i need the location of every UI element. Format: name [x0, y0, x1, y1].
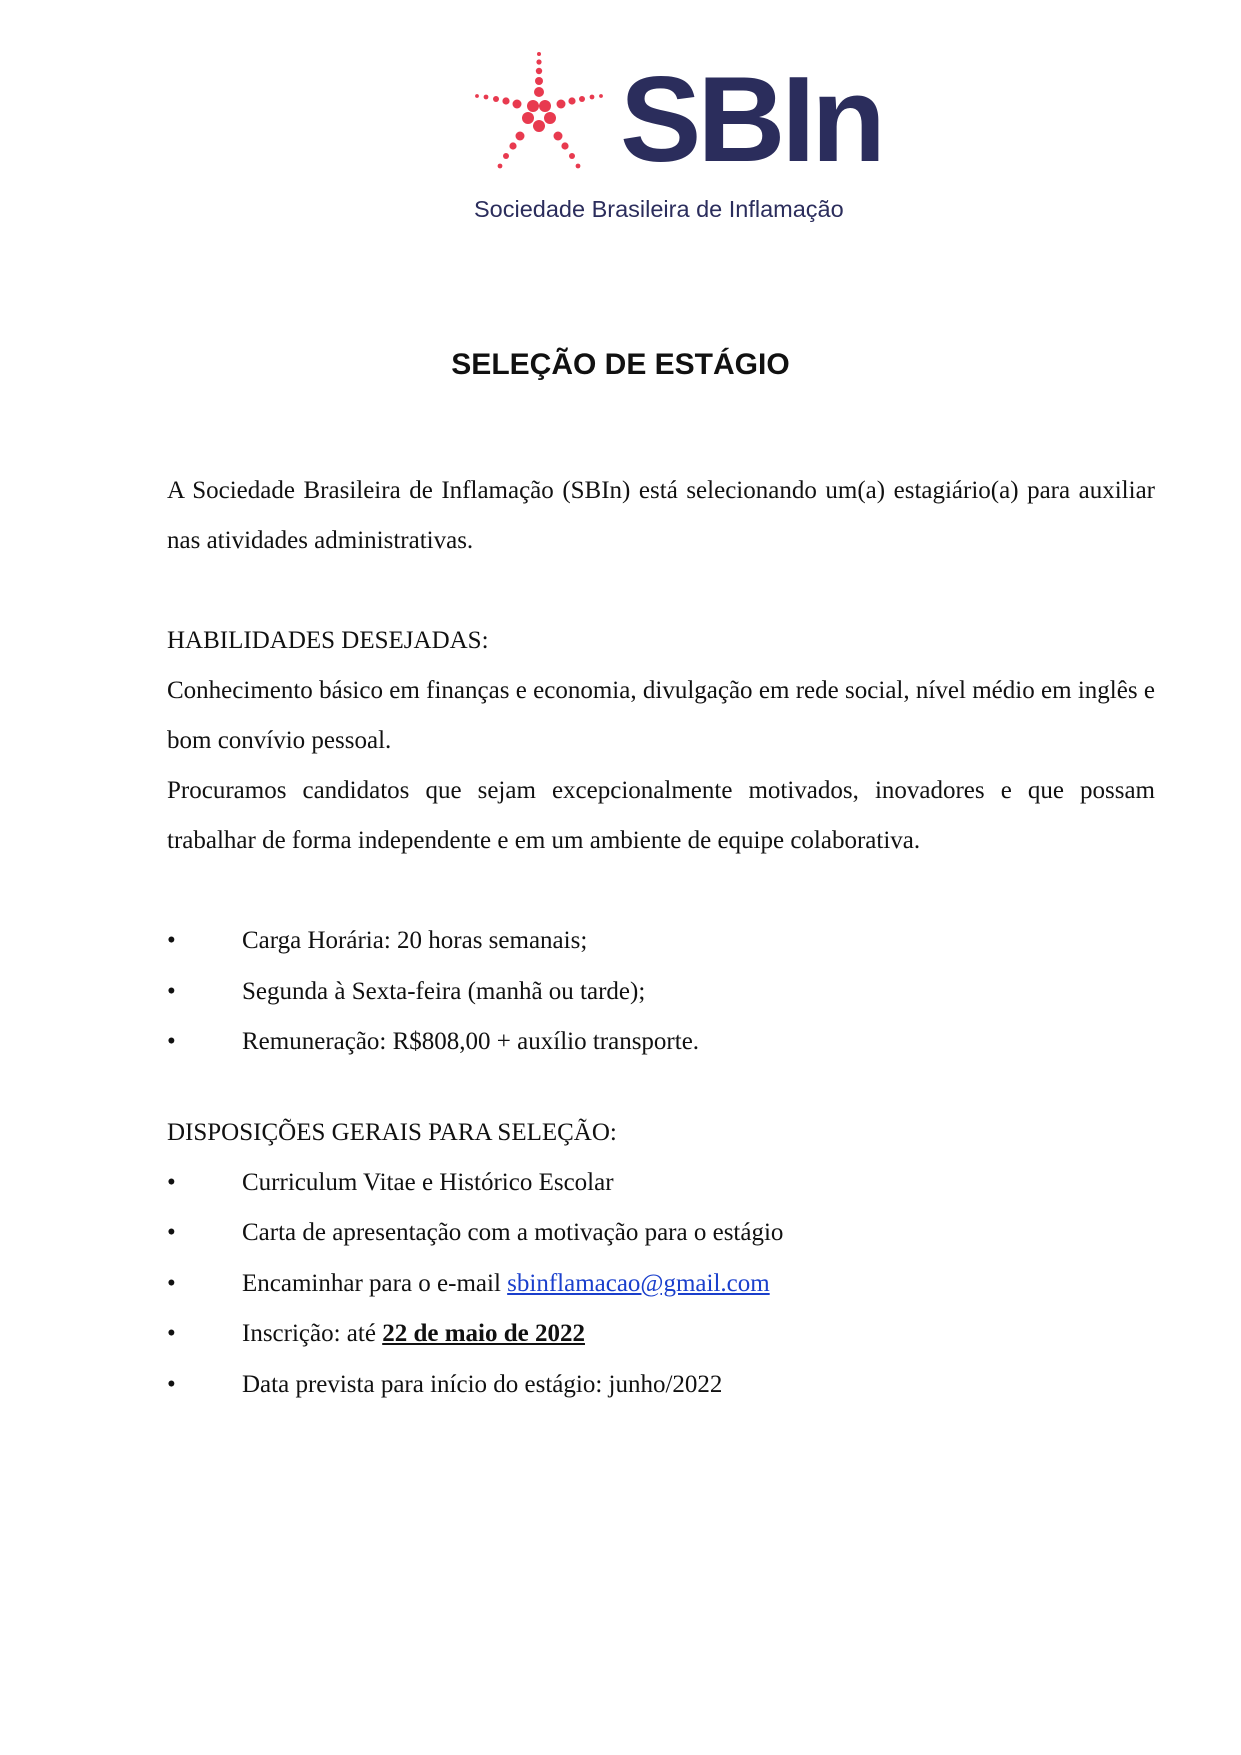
list-item-text: Data prevista para início do estágio: junho/2022: [242, 1370, 723, 1398]
list-item-text: Inscrição: até: [242, 1320, 383, 1347]
list-item-text: Encaminhar para o e-mail: [242, 1269, 508, 1297]
page-title: SELEÇÃO DE ESTÁGIO: [451, 348, 790, 381]
sbin-logo: [470, 50, 890, 230]
document-body: [167, 466, 1155, 1410]
list-item: [167, 916, 1155, 967]
skills-heading: HABILIDADES DESEJADAS:: [167, 627, 489, 654]
bullet: •: [167, 927, 176, 954]
intro-paragraph: A Sociedade Brasileira de Inflamação (SBIn) está selecionando um(a) estagiário(a) para auxiliar nas atividades administrativas.: [167, 477, 1155, 554]
list-item-text: Segunda à Sexta-feira (manhã ou tarde);: [242, 977, 646, 1005]
spacer: [167, 866, 1155, 916]
list-item: [167, 1017, 1155, 1068]
list-item-text: Carta de apresentação com a motivação para o estágio: [242, 1219, 784, 1246]
list-item-text: Curriculum Vitae e Histórico Escolar: [242, 1168, 614, 1196]
bullet: •: [167, 1219, 176, 1246]
candidates-paragraph: Procuramos candidatos que sejam excepcionalmente motivados, inovadores e que possam trabalhar de forma independente e em um ambiente de equipe colaborativa.: [167, 777, 1155, 854]
spacer: [167, 566, 1155, 616]
list-item: [167, 967, 1155, 1018]
spacer: [167, 1068, 1155, 1108]
general-list: [167, 1158, 1155, 1411]
bullet: •: [167, 1028, 176, 1055]
deadline-date: 22 de maio de 2022: [382, 1320, 585, 1347]
skills-paragraph: Conhecimento básico em finanças e economia, divulgação em rede social, nível médio em inglês e bom convívio pessoal.: [167, 677, 1155, 754]
logo-wordmark: SBIn: [620, 51, 882, 187]
bullet: •: [167, 977, 176, 1005]
bullet: •: [167, 1320, 176, 1347]
star-logo-icon: [470, 50, 610, 180]
bullet: •: [167, 1370, 176, 1398]
bullet: •: [167, 1269, 176, 1297]
list-item: [167, 1309, 1155, 1360]
bullet: •: [167, 1168, 176, 1196]
logo-subtitle: Sociedade Brasileira de Inflamação: [474, 196, 844, 222]
conditions-list: [167, 916, 1155, 1068]
list-item-text: Remuneração: R$808,00 + auxílio transporte.: [242, 1028, 700, 1055]
list-item: [167, 1360, 1155, 1411]
list-item: [167, 1208, 1155, 1259]
list-item-text: Carga Horária: 20 horas semanais;: [242, 927, 588, 954]
list-item: [167, 1158, 1155, 1209]
email-link[interactable]: sbinflamacao@gmail.com: [507, 1269, 770, 1297]
list-item: [167, 1259, 1155, 1310]
general-heading: DISPOSIÇÕES GERAIS PARA SELEÇÃO:: [167, 1118, 617, 1146]
